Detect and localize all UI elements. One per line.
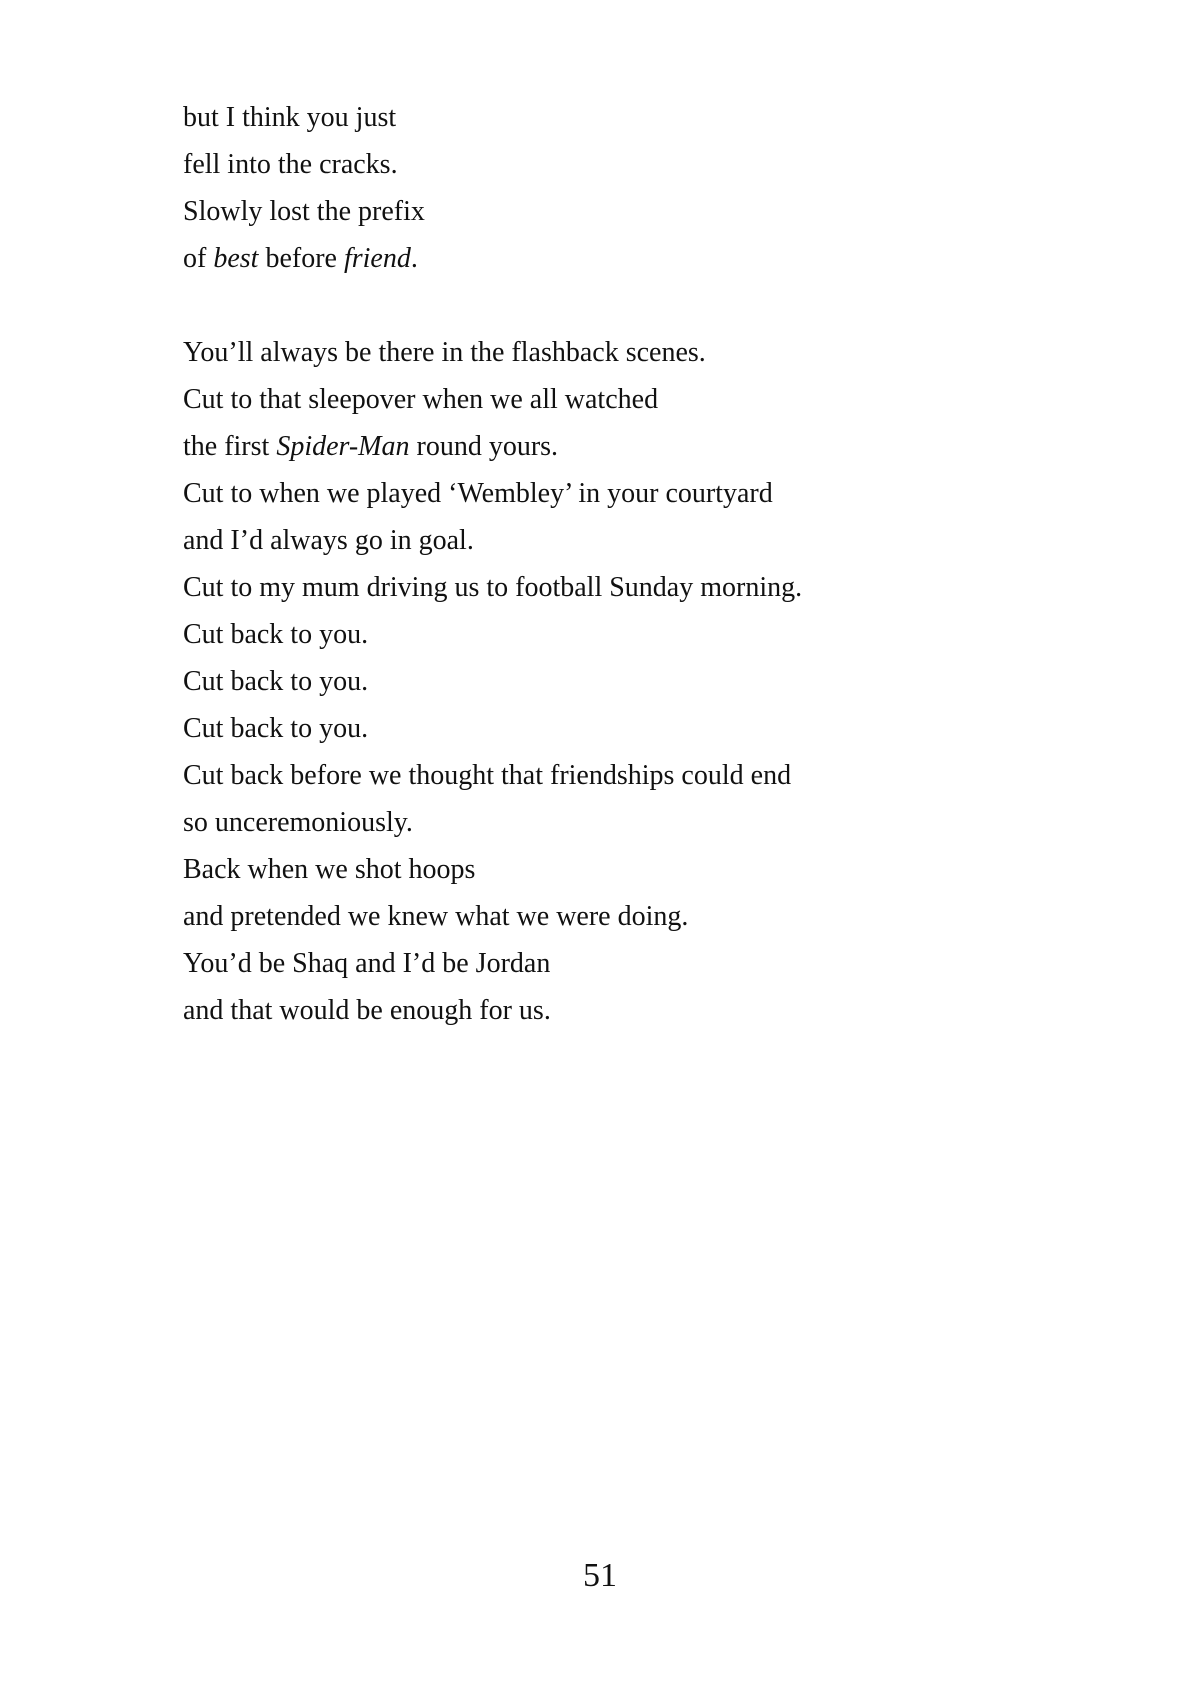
poem-line: Cut to that sleepover when we all watched: [183, 384, 659, 415]
poem-line: Cut back to you.: [183, 619, 369, 650]
line-text: before: [258, 243, 344, 274]
poem-line: fell into the cracks.: [183, 149, 398, 180]
poem-line: Cut to when we played ‘Wembley’ in your courtyard: [183, 478, 773, 509]
poem-line: [183, 423, 1083, 470]
poem-line: You’d be Shaq and I’d be Jordan: [183, 948, 551, 979]
italic-word: best: [213, 243, 259, 274]
line-text: of: [183, 243, 214, 274]
poem-body: [183, 94, 1083, 1034]
stanza-1: [183, 94, 1083, 282]
italic-title: Spider-Man: [276, 431, 410, 462]
poem-line: Back when we shot hoops: [183, 854, 476, 885]
poem-line: and pretended we knew what we were doing.: [183, 901, 689, 932]
poem-line: Cut to my mum driving us to football Sunday morning.: [183, 572, 803, 603]
poem-line: Cut back to you.: [183, 666, 369, 697]
poem-line: Slowly lost the prefix: [183, 196, 425, 227]
poem-line: and that would be enough for us.: [183, 995, 551, 1026]
stanza-2: [183, 329, 1083, 1034]
italic-word: friend: [343, 243, 411, 274]
poem-line: You’ll always be there in the flashback scenes.: [183, 337, 706, 368]
poem-line: Cut back before we thought that friendships could end: [183, 760, 792, 791]
line-text: .: [410, 243, 418, 274]
page-number: 51: [583, 1557, 617, 1594]
line-text: round yours.: [409, 431, 559, 462]
poem-line: and I’d always go in goal.: [183, 525, 474, 556]
poem-line: [183, 235, 1083, 282]
poem-line: Cut back to you.: [183, 713, 369, 744]
poem-line: so unceremoniously.: [183, 807, 413, 838]
line-text: the first: [183, 431, 277, 462]
poem-line: but I think you just: [183, 102, 397, 133]
